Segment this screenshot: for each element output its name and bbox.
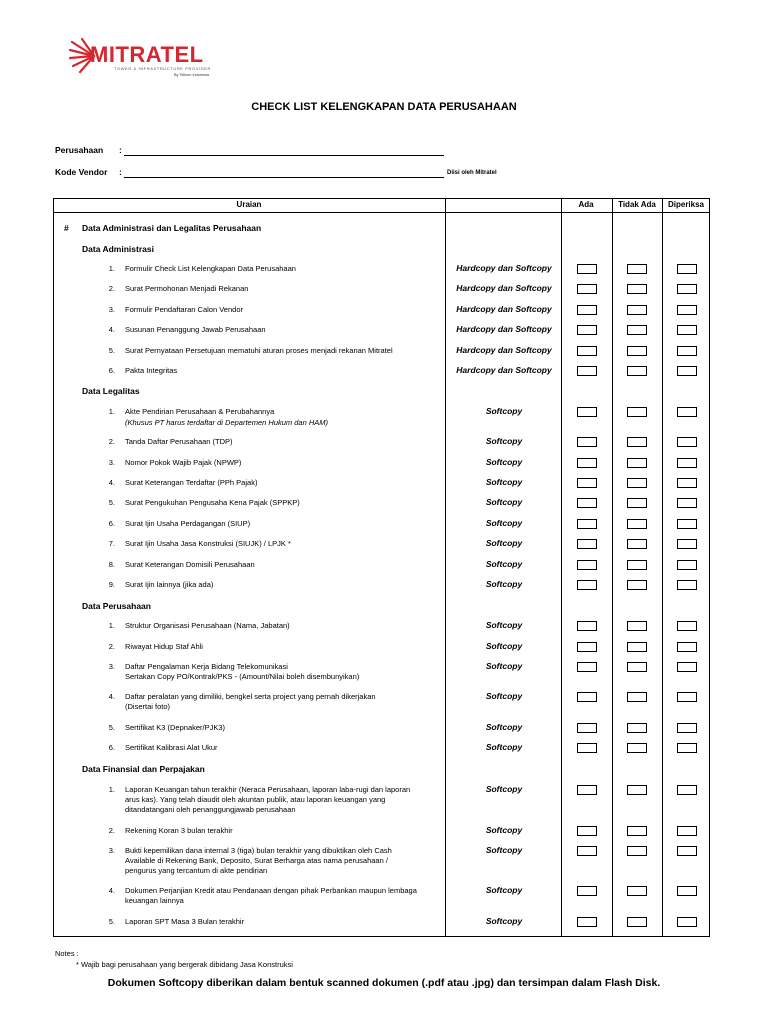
- item-text: Sertakan Copy PO/Kontrak/PKS - (Amount/Nilai boleh disembunyikan): [125, 672, 360, 681]
- tidak-ada-checkbox[interactable]: [627, 846, 647, 856]
- item-number: 7.: [108, 539, 115, 548]
- item-text: (Disertai foto): [125, 702, 171, 711]
- item-number: 1.: [108, 407, 115, 416]
- item-text: Struktur Organisasi Perusahaan (Nama, Jabatan): [125, 621, 290, 630]
- item-number: 5.: [108, 498, 115, 507]
- diperiksa-checkbox[interactable]: [677, 886, 697, 896]
- ada-checkbox[interactable]: [577, 886, 597, 896]
- notes-item: * Wajib bagi perusahaan yang bergerak dibidang Jasa Konstruksi: [76, 960, 293, 969]
- document-type: Softcopy: [485, 641, 523, 651]
- tidak-ada-checkbox[interactable]: [627, 478, 647, 488]
- item-text: keuangan lainnya: [125, 896, 184, 905]
- document-type: Softcopy: [485, 742, 523, 752]
- item-number: 5.: [108, 917, 115, 926]
- tidak-ada-checkbox[interactable]: [627, 284, 647, 294]
- diperiksa-checkbox[interactable]: [677, 458, 697, 468]
- tidak-ada-checkbox[interactable]: [627, 580, 647, 590]
- ada-checkbox[interactable]: [577, 437, 597, 447]
- document-type: Softcopy: [485, 406, 523, 416]
- document-type: Softcopy: [485, 497, 523, 507]
- item-number: 3.: [108, 846, 115, 855]
- row-hash: #: [64, 223, 69, 233]
- item-number: 2.: [108, 437, 115, 446]
- document-type: Hardcopy dan Softcopy: [456, 324, 552, 334]
- document-type: Hardcopy dan Softcopy: [456, 304, 552, 314]
- tidak-ada-checkbox[interactable]: [627, 366, 647, 376]
- item-number: 4.: [108, 692, 115, 701]
- ada-checkbox[interactable]: [577, 826, 597, 836]
- perusahaan-field[interactable]: [124, 155, 444, 156]
- document-type: Softcopy: [485, 722, 523, 732]
- document-type: Hardcopy dan Softcopy: [456, 365, 552, 375]
- diperiksa-checkbox[interactable]: [677, 662, 697, 672]
- item-number: 6.: [108, 519, 115, 528]
- ada-checkbox[interactable]: [577, 478, 597, 488]
- tidak-ada-checkbox[interactable]: [627, 407, 647, 417]
- tidak-ada-checkbox[interactable]: [627, 498, 647, 508]
- ada-checkbox[interactable]: [577, 264, 597, 274]
- ada-checkbox[interactable]: [577, 662, 597, 672]
- ada-checkbox[interactable]: [577, 642, 597, 652]
- item-text: Rekening Koran 3 bulan terakhir: [125, 826, 233, 835]
- tidak-ada-checkbox[interactable]: [627, 642, 647, 652]
- item-number: 8.: [108, 560, 115, 569]
- tidak-ada-checkbox[interactable]: [627, 305, 647, 315]
- document-type: Softcopy: [485, 477, 523, 487]
- tidak-ada-checkbox[interactable]: [627, 662, 647, 672]
- section-title: Data Finansial dan Perpajakan: [82, 764, 205, 774]
- ada-checkbox[interactable]: [577, 785, 597, 795]
- document-type: Softcopy: [485, 518, 523, 528]
- item-subtext: (Khusus PT harus terdaftar di Departemen Hukum dan HAM): [125, 418, 329, 427]
- ada-checkbox[interactable]: [577, 407, 597, 417]
- diperiksa-checkbox[interactable]: [677, 692, 697, 702]
- ada-checkbox[interactable]: [577, 621, 597, 631]
- header-tidak-ada: Tidak Ada: [618, 200, 656, 209]
- ada-checkbox[interactable]: [577, 560, 597, 570]
- item-text: Surat Ijin Usaha Jasa Konstruksi (SIUJK) / LPJK *: [125, 539, 291, 548]
- document-type: Softcopy: [485, 620, 523, 630]
- item-number: 1.: [108, 264, 115, 273]
- diperiksa-checkbox[interactable]: [677, 366, 697, 376]
- document-type: Softcopy: [485, 784, 523, 794]
- item-text: ditandatangani oleh penanggungjawab perusahaan: [125, 805, 296, 814]
- tidak-ada-checkbox[interactable]: [627, 519, 647, 529]
- document-type: Softcopy: [485, 825, 523, 835]
- tidak-ada-checkbox[interactable]: [627, 886, 647, 896]
- ada-checkbox[interactable]: [577, 366, 597, 376]
- item-number: 3.: [108, 305, 115, 314]
- document-type: Softcopy: [485, 885, 523, 895]
- diperiksa-checkbox[interactable]: [677, 539, 697, 549]
- item-text: Surat Ijin lainnya (jika ada): [125, 580, 214, 589]
- item-number: 2.: [108, 284, 115, 293]
- item-number: 4.: [108, 478, 115, 487]
- diperiksa-checkbox[interactable]: [677, 560, 697, 570]
- logo-tagline: TOWER & INFRASTRUCTURE PROVIDER: [114, 66, 211, 71]
- diperiksa-checkbox[interactable]: [677, 519, 697, 529]
- diperiksa-checkbox[interactable]: [677, 642, 697, 652]
- item-text: Surat Pengukuhan Pengusaha Kena Pajak (SPPKP): [125, 498, 300, 507]
- item-text: Laporan Keuangan tahun terakhir (Neraca Perusahaan, laporan laba-rugi dan laporan: [125, 785, 411, 794]
- document-type: Softcopy: [485, 559, 523, 569]
- ada-checkbox[interactable]: [577, 917, 597, 927]
- ada-checkbox[interactable]: [577, 284, 597, 294]
- page-title: CHECK LIST KELENGKAPAN DATA PERUSAHAAN: [251, 101, 517, 113]
- perusahaan-label: Perusahaan: [55, 145, 104, 155]
- header-uraian: Uraian: [236, 200, 262, 209]
- ada-checkbox[interactable]: [577, 539, 597, 549]
- tidak-ada-checkbox[interactable]: [627, 917, 647, 927]
- diperiksa-checkbox[interactable]: [677, 846, 697, 856]
- document-type: Softcopy: [485, 691, 523, 701]
- item-number: 5.: [108, 346, 115, 355]
- item-number: 2.: [108, 826, 115, 835]
- item-text: Riwayat Hidup Staf Ahli: [125, 642, 203, 651]
- ada-checkbox[interactable]: [577, 305, 597, 315]
- kode-vendor-colon: :: [119, 167, 122, 177]
- ada-checkbox[interactable]: [577, 846, 597, 856]
- item-number: 1.: [108, 621, 115, 630]
- item-text: Dokumen Perjanjian Kredit atau Pendanaan dengan pihak Perbankan maupun lembaga: [125, 886, 417, 895]
- tidak-ada-checkbox[interactable]: [627, 826, 647, 836]
- item-text: Susunan Penanggung Jawab Perusahaan: [125, 325, 266, 334]
- header-ada: Ada: [578, 200, 594, 209]
- item-number: 6.: [108, 366, 115, 375]
- logo-byline: By Telkom Indonesia: [174, 73, 209, 77]
- ada-checkbox[interactable]: [577, 458, 597, 468]
- item-text: Surat Keterangan Terdaftar (PPh Pajak): [125, 478, 258, 487]
- diisi-note: Diisi oleh Mitratel: [447, 170, 497, 176]
- tidak-ada-checkbox[interactable]: [627, 458, 647, 468]
- tidak-ada-checkbox[interactable]: [627, 437, 647, 447]
- diperiksa-checkbox[interactable]: [677, 264, 697, 274]
- item-number: 5.: [108, 723, 115, 732]
- diperiksa-checkbox[interactable]: [677, 743, 697, 753]
- item-number: 4.: [108, 886, 115, 895]
- logo-wordmark: MITRATEL: [90, 42, 204, 67]
- kode-vendor-label: Kode Vendor: [55, 167, 108, 177]
- item-text: Laporan SPT Masa 3 Bulan terakhir: [125, 917, 245, 926]
- document-type: Softcopy: [485, 661, 523, 671]
- item-number: 1.: [108, 785, 115, 794]
- document-type: Softcopy: [485, 579, 523, 589]
- ada-checkbox[interactable]: [577, 498, 597, 508]
- ada-checkbox[interactable]: [577, 519, 597, 529]
- kode-vendor-field[interactable]: [124, 177, 444, 178]
- ada-checkbox[interactable]: [577, 346, 597, 356]
- diperiksa-checkbox[interactable]: [677, 284, 697, 294]
- document-type: Hardcopy dan Softcopy: [456, 263, 552, 273]
- diperiksa-checkbox[interactable]: [677, 580, 697, 590]
- document-type: Softcopy: [485, 845, 523, 855]
- document-type: Softcopy: [485, 436, 523, 446]
- document-type: Softcopy: [485, 538, 523, 548]
- document-type: Hardcopy dan Softcopy: [456, 283, 552, 293]
- item-number: 3.: [108, 458, 115, 467]
- item-text: Sertifikat K3 (Depnaker/PJK3): [125, 723, 226, 732]
- diperiksa-checkbox[interactable]: [677, 325, 697, 335]
- item-text: Available di Rekening Bank, Deposito, Surat Berharga atas nama perusahaan /: [125, 856, 388, 865]
- tidak-ada-checkbox[interactable]: [627, 692, 647, 702]
- diperiksa-checkbox[interactable]: [677, 346, 697, 356]
- diperiksa-checkbox[interactable]: [677, 785, 697, 795]
- main-section-title: Data Administrasi dan Legalitas Perusahaan: [82, 223, 262, 233]
- item-text: Tanda Daftar Perusahaan (TDP): [125, 437, 233, 446]
- document-type: Softcopy: [485, 916, 523, 926]
- tidak-ada-checkbox[interactable]: [627, 743, 647, 753]
- tidak-ada-checkbox[interactable]: [627, 723, 647, 733]
- diperiksa-checkbox[interactable]: [677, 498, 697, 508]
- ada-checkbox[interactable]: [577, 743, 597, 753]
- tidak-ada-checkbox[interactable]: [627, 264, 647, 274]
- diperiksa-checkbox[interactable]: [677, 407, 697, 417]
- company-logo: [68, 36, 228, 82]
- diperiksa-checkbox[interactable]: [677, 621, 697, 631]
- ada-checkbox[interactable]: [577, 580, 597, 590]
- section-title: Data Administrasi: [82, 244, 154, 254]
- ada-checkbox[interactable]: [577, 723, 597, 733]
- diperiksa-checkbox[interactable]: [677, 478, 697, 488]
- tidak-ada-checkbox[interactable]: [627, 325, 647, 335]
- item-number: 9.: [108, 580, 115, 589]
- item-number: 3.: [108, 662, 115, 671]
- diperiksa-checkbox[interactable]: [677, 305, 697, 315]
- item-text: pengurus yang tercantum di akte pendirian: [125, 866, 268, 875]
- item-text: Sertifikat Kalibrasi Alat Ukur: [125, 743, 218, 752]
- ada-checkbox[interactable]: [577, 325, 597, 335]
- item-number: 4.: [108, 325, 115, 334]
- item-text: Formulir Check List Kelengkapan Data Perusahaan: [125, 264, 296, 273]
- item-text: Surat Pernyataan Persetujuan mematuhi aturan proses menjadi rekanan Mitratel: [125, 346, 393, 355]
- item-text: Formulir Pendaftaran Calon Vendor: [125, 305, 243, 314]
- perusahaan-colon: :: [119, 145, 122, 155]
- tidak-ada-checkbox[interactable]: [627, 560, 647, 570]
- item-text: arus kas). Yang telah diaudit oleh akuntan publik, atau laporan keuangan yang: [125, 795, 386, 804]
- tidak-ada-checkbox[interactable]: [627, 785, 647, 795]
- diperiksa-checkbox[interactable]: [677, 723, 697, 733]
- section-title: Data Legalitas: [82, 386, 140, 396]
- ada-checkbox[interactable]: [577, 692, 597, 702]
- tidak-ada-checkbox[interactable]: [627, 346, 647, 356]
- section-title: Data Perusahaan: [82, 601, 151, 611]
- item-number: 6.: [108, 743, 115, 752]
- diperiksa-checkbox[interactable]: [677, 917, 697, 927]
- tidak-ada-checkbox[interactable]: [627, 539, 647, 549]
- header-diperiksa: Diperiksa: [667, 200, 705, 209]
- item-text: Akte Pendirian Perusahaan & Perubahannya: [125, 407, 275, 416]
- diperiksa-checkbox[interactable]: [677, 826, 697, 836]
- item-text: Surat Permohonan Menjadi Rekanan: [125, 284, 249, 293]
- document-type: Softcopy: [485, 457, 523, 467]
- item-number: 2.: [108, 642, 115, 651]
- footer-note: Dokumen Softcopy diberikan dalam bentuk scanned dokumen (.pdf atau .jpg) dan tersimpan dalam Flash Disk.: [107, 977, 661, 989]
- item-text: Nomor Pokok Wajib Pajak (NPWP): [125, 458, 242, 467]
- diperiksa-checkbox[interactable]: [677, 437, 697, 447]
- item-text: Surat Ijin Usaha Perdagangan (SIUP): [125, 519, 251, 528]
- document-type: Hardcopy dan Softcopy: [456, 345, 552, 355]
- item-text: Daftar Pengalaman Kerja Bidang Telekomunikasi: [125, 662, 288, 671]
- item-text: Bukti kepemilikan dana internal 3 (tiga) bulan terakhir yang dibuktikan oleh Cash: [125, 846, 392, 855]
- tidak-ada-checkbox[interactable]: [627, 621, 647, 631]
- notes-label: Notes :: [55, 949, 79, 958]
- item-text: Surat Keterangan Domisili Perusahaan: [125, 560, 255, 569]
- item-text: Pakta Integritas: [125, 366, 178, 375]
- item-text: Daftar peralatan yang dimiliki, bengkel serta project yang pernah dikerjakan: [125, 692, 376, 701]
